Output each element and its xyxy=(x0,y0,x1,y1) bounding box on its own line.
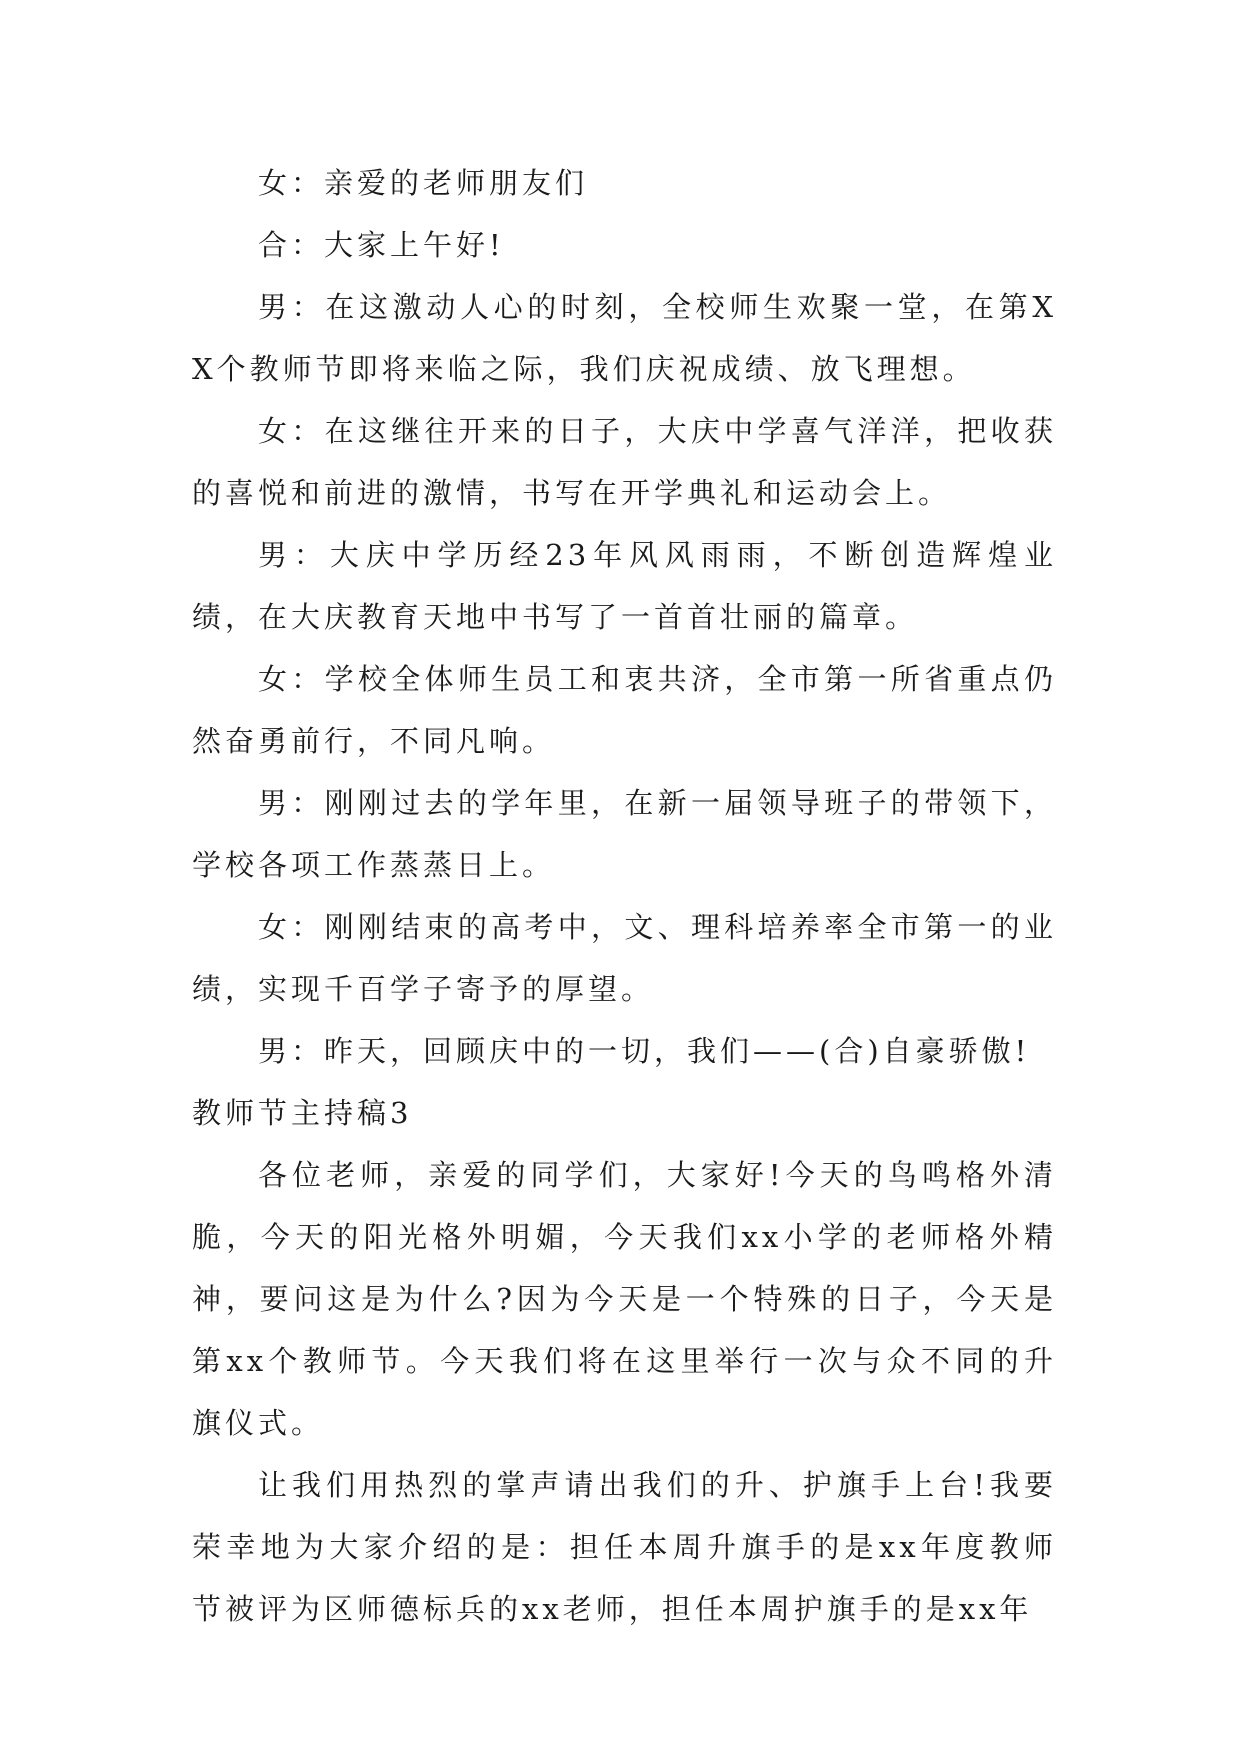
body-paragraph: 让我们用热烈的掌声请出我们的升、护旗手上台!我要荣幸地为大家介绍的是：担任本周升旗手的是xx年度教师节被评为区师德标兵的xx老师，担任本周护旗手的是xx年 xyxy=(192,1468,1057,1626)
dialogue-paragraph: 男：刚刚过去的学年里，在新一届领导班子的带领下，学校各项工作蒸蒸日上。 xyxy=(192,786,1057,882)
dialogue-paragraph: 女：刚刚结束的高考中，文、理科培养率全市第一的业绩，实现千百学子寄予的厚望。 xyxy=(192,910,1057,1006)
section-heading: 教师节主持稿3 xyxy=(192,1096,413,1130)
dialogue-paragraph: 男：昨天，回顾庆中的一切，我们——(合)自豪骄傲! xyxy=(258,1034,1031,1068)
dialogue-paragraph: 合：大家上午好! xyxy=(258,228,505,262)
body-paragraph: 各位老师，亲爱的同学们，大家好!今天的鸟鸣格外清脆，今天的阳光格外明媚，今天我们xx小学的老师格外精神，要问这是为什么?因为今天是一个特殊的日子，今天是第xx个教师节。今天我们将在这里举行一次与众不同的升旗仪式。 xyxy=(192,1158,1057,1440)
dialogue-paragraph: 女：在这继往开来的日子，大庆中学喜气洋洋，把收获的喜悦和前进的激情，书写在开学典礼和运动会上。 xyxy=(192,414,1057,510)
dialogue-paragraph: 男：在这激动人心的时刻，全校师生欢聚一堂，在第XX个教师节即将来临之际，我们庆祝成绩、放飞理想。 xyxy=(192,290,1057,386)
dialogue-paragraph: 女：亲爱的老师朋友们 xyxy=(258,166,589,200)
document-body xyxy=(192,152,1057,1640)
dialogue-paragraph: 女：学校全体师生员工和衷共济，全市第一所省重点仍然奋勇前行，不同凡响。 xyxy=(192,662,1057,758)
dialogue-paragraph: 男：大庆中学历经23年风风雨雨，不断创造辉煌业绩，在大庆教育天地中书写了一首首壮丽的篇章。 xyxy=(192,538,1057,634)
